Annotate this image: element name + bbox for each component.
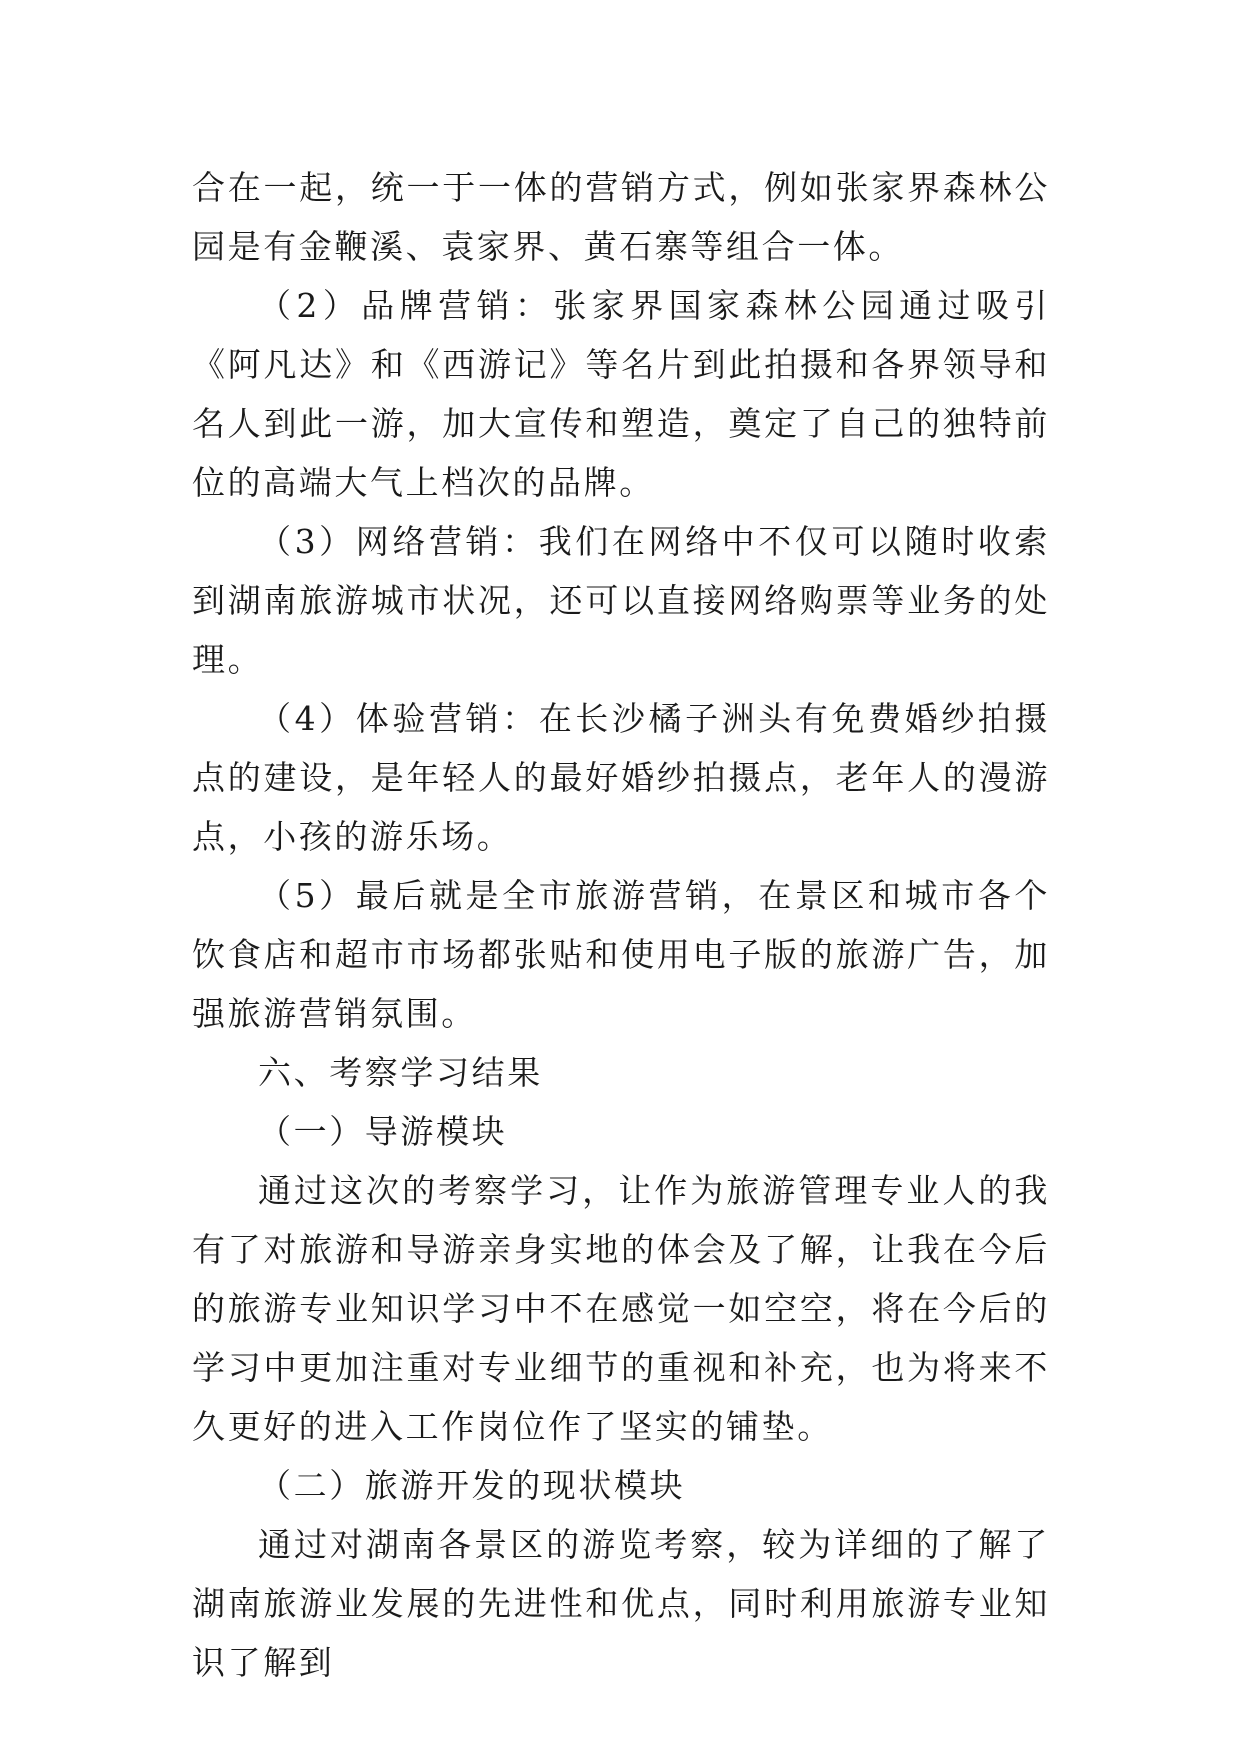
- subheading-guide-module: （一）导游模块: [258, 1112, 508, 1151]
- paragraph-citywide-marketing: （5）最后就是全市旅游营销，在景区和城市各个饮食店和超市市场都张贴和使用电子版的旅游广告，加强旅游营销氛围。: [192, 876, 1050, 1033]
- subheading-development-module: （二）旅游开发的现状模块: [258, 1466, 686, 1505]
- paragraph-guide-module: 通过这次的考察学习，让作为旅游管理专业人的我有了对旅游和导游亲身实地的体会及了解，让我在今后的旅游专业知识学习中不在感觉一如空空，将在今后的学习中更加注重对专业细节的重视和补充，也为将来不久更好的进入工作岗位作了坚实的铺垫。: [192, 1171, 1050, 1446]
- paragraph-experience-marketing: （4）体验营销：在长沙橘子洲头有免费婚纱拍摄点的建设，是年轻人的最好婚纱拍摄点，老年人的漫游点，小孩的游乐场。: [192, 699, 1050, 856]
- paragraph-development-module: 通过对湖南各景区的游览考察，较为详细的了解了湖南旅游业发展的先进性和优点，同时利用旅游专业知识了解到: [192, 1525, 1050, 1682]
- section-heading-results: 六、考察学习结果: [258, 1053, 543, 1092]
- paragraph-network-marketing: （3）网络营销：我们在网络中不仅可以随时收索到湖南旅游城市状况，还可以直接网络购票等业务的处理。: [192, 522, 1050, 679]
- document-body: [192, 158, 1050, 1692]
- paragraph-brand-marketing: （2）品牌营销：张家界国家森林公园通过吸引《阿凡达》和《西游记》等名片到此拍摄和各界领导和名人到此一游，加大宣传和塑造，奠定了自己的独特前位的高端大气上档次的品牌。: [192, 286, 1050, 502]
- paragraph-continuation: 合在一起，统一于一体的营销方式，例如张家界森林公园是有金鞭溪、袁家界、黄石寨等组合一体。: [192, 168, 1050, 266]
